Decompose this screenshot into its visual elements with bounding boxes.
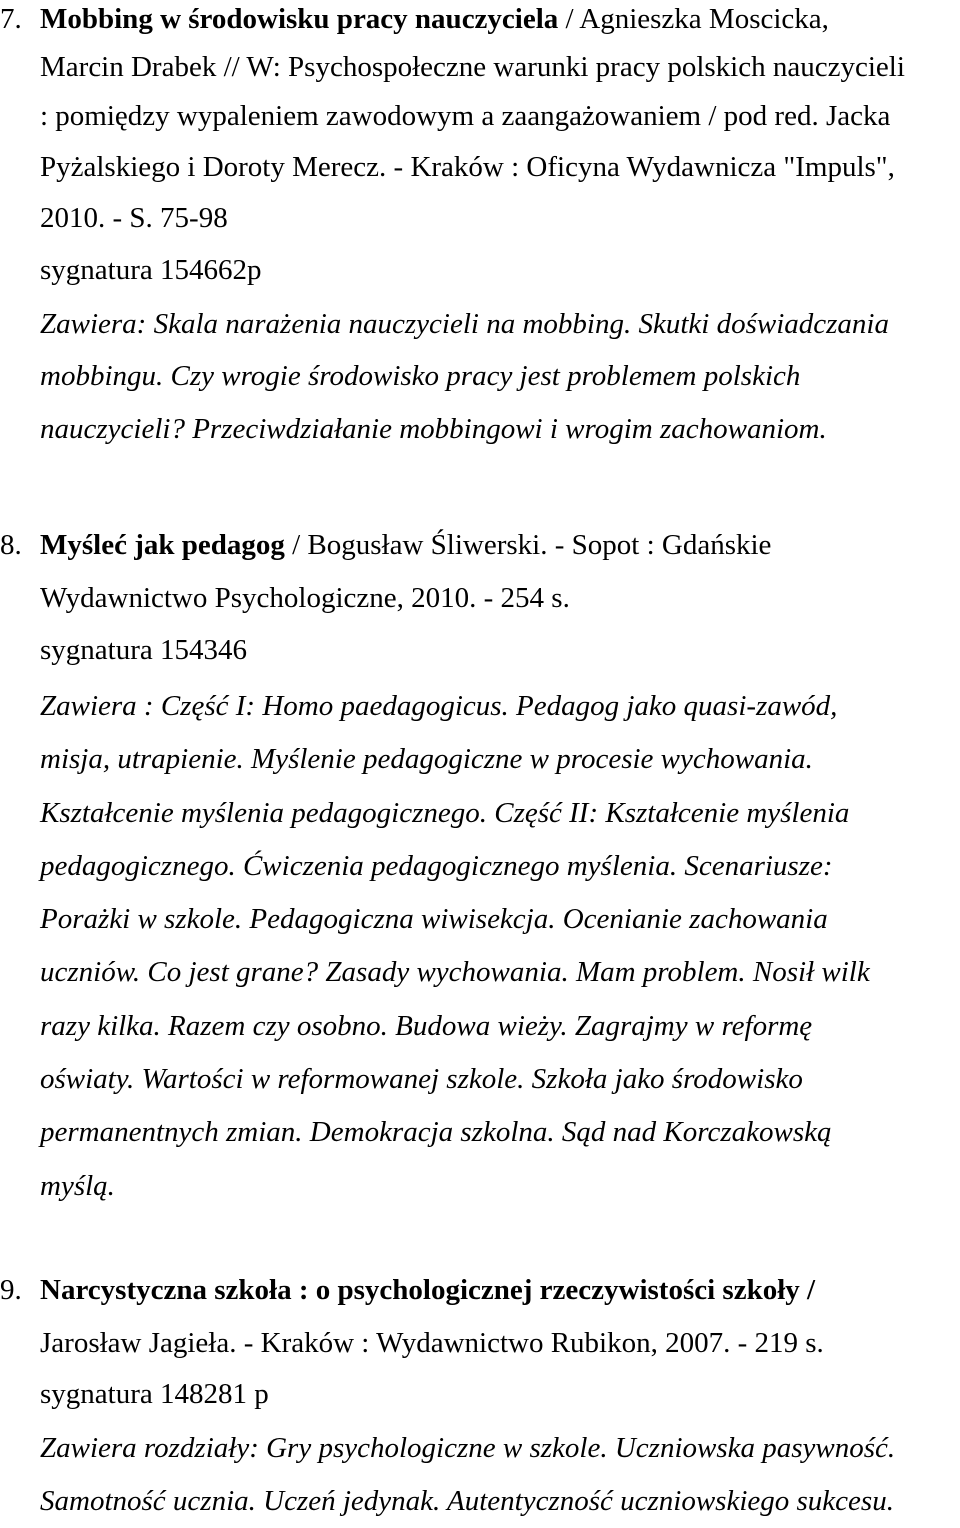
entry-number: 8.	[0, 529, 22, 561]
entry-contents-line: Samotność ucznia. Uczeń jedynak. Autentyczność uczniowskiego sukcesu.	[40, 1485, 894, 1517]
entry-first-line	[40, 526, 958, 565]
entry-title: Myśleć jak pedagog	[40, 529, 285, 561]
entry-body	[40, 526, 958, 1213]
entry-author: / Bogusław Śliwerski. - Sopot : Gdańskie	[284, 529, 772, 561]
entry-contents-line: myślą.	[40, 1169, 115, 1202]
entry-contents-line: Zawiera rozdziały: Gry psychologiczne w szkole. Uczniowska pasywność.	[40, 1432, 896, 1464]
entry-line: Wydawnictwo Psychologiczne, 2010. - 254 s.	[40, 582, 570, 614]
entry-signature: sygnatura 148281 p	[40, 1378, 269, 1410]
entry-line: Marcin Drabek // W: Psychospołeczne warunki pracy polskich nauczycieli	[40, 51, 905, 83]
entry-number: 7.	[0, 3, 22, 35]
entry-body	[40, 1271, 958, 1528]
entry-contents-line: Kształcenie myślenia pedagogicznego. Część II: Kształcenie myślenia	[40, 796, 850, 829]
entry-contents-line: uczniów. Co jest grane? Zasady wychowania. Mam problem. Nosił wilk	[40, 956, 870, 989]
entry-contents-line: misja, utrapienie. Myślenie pedagogiczne w procesie wychowania.	[40, 743, 813, 776]
entry-contents-line: razy kilka. Razem czy osobno. Budowa wieży. Zagrajmy w reformę	[40, 1009, 813, 1042]
entry-title: Mobbing w środowisku pracy nauczyciela	[40, 3, 559, 35]
entry-contents-line: pedagogicznego. Ćwiczenia pedagogicznego myślenia. Scenariusze:	[40, 849, 833, 882]
entry-contents-line: oświaty. Wartości w reformowanej szkole. Szkoła jako środowisko	[40, 1063, 803, 1096]
entry-line: : pomiędzy wypaleniem zawodowym a zaangażowaniem / pod red. Jacka	[40, 100, 891, 132]
entry-body	[40, 0, 958, 453]
entry-line: 2010. - S. 75-98	[40, 202, 228, 234]
entry-contents-line: nauczycieli? Przeciwdziałanie mobbingowi i wrogim zachowaniom.	[40, 413, 827, 445]
entry-number: 9.	[0, 1274, 22, 1306]
entry-contents-line: Zawiera : Część I: Homo paedagogicus. Pedagog jako quasi-zawód,	[40, 690, 838, 722]
entry-signature: sygnatura 154662p	[40, 254, 262, 286]
entry-first-line	[40, 0, 958, 38]
entry-line: Pyżalskiego i Doroty Merecz. - Kraków : Oficyna Wydawnicza "Impuls",	[40, 151, 895, 183]
entry-line: Jarosław Jagieła. - Kraków : Wydawnictwo Rubikon, 2007. - 219 s.	[40, 1327, 824, 1359]
entry-contents-line: mobbingu. Czy wrogie środowisko pracy jest problemem polskich	[40, 360, 801, 392]
entry-contents	[40, 680, 958, 1213]
entry-first-line	[40, 1271, 958, 1310]
entry-author: / Agnieszka Moscicka,	[558, 3, 829, 35]
entry-signature: sygnatura 154346	[40, 634, 247, 666]
entry-contents-line: Zawiera: Skala narażenia nauczycieli na mobbing. Skutki doświadczania	[40, 308, 889, 340]
entry-title: Narcystyczna szkoła : o psychologicznej rzeczywistości szkoły /	[40, 1274, 816, 1306]
entry-contents-line: permanentnych zmian. Demokracja szkolna. Sąd nad Korczakowską	[40, 1116, 832, 1149]
entry-contents-line: Porażki w szkole. Pedagogiczna wiwisekcja. Ocenianie zachowania	[40, 903, 828, 936]
